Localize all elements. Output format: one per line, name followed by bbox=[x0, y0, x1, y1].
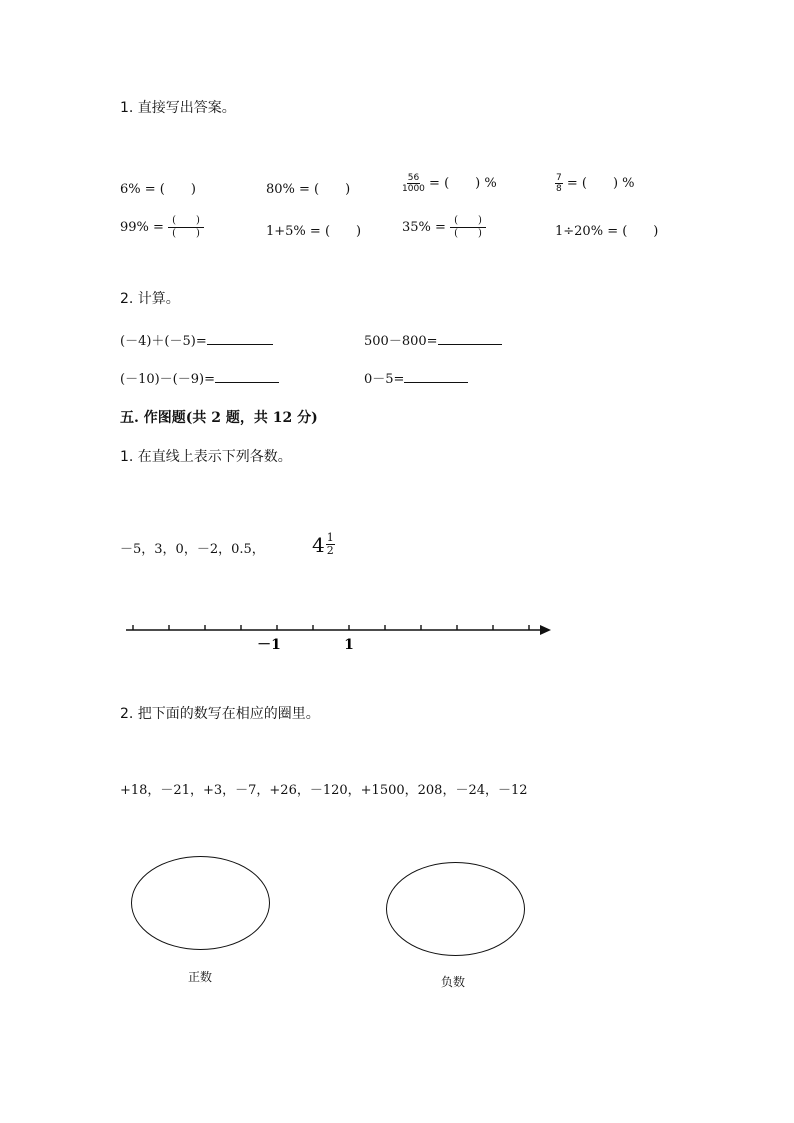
fraction-56-1000 bbox=[402, 173, 425, 194]
fraction-denominator: ( ) bbox=[454, 228, 482, 239]
q1-item-lhs: 99% = bbox=[120, 220, 164, 235]
section5-title: 五. 作图题(共 2 题，共 12 分) bbox=[120, 410, 318, 426]
calc-item-1 bbox=[120, 330, 273, 349]
fraction-7-8 bbox=[555, 173, 563, 194]
calc-item-3 bbox=[120, 368, 279, 387]
q1-item-1-div-20-percent: 1÷20% = ( ) bbox=[555, 224, 659, 239]
fraction-numerator: 1 bbox=[326, 531, 334, 544]
positive-numbers-label: 正数 bbox=[188, 970, 213, 984]
calc-item-4 bbox=[364, 368, 468, 387]
q1-item-lhs: 35% = bbox=[402, 220, 446, 235]
section5-q2-title: 2. 把下面的数写在相应的圈里。 bbox=[120, 706, 320, 722]
q1-item-rest: = ( ) % bbox=[429, 176, 497, 191]
fraction-denominator: 1000 bbox=[402, 184, 425, 194]
q1-item-99-percent bbox=[120, 215, 204, 240]
answer-line[interactable] bbox=[207, 343, 273, 345]
number-line[interactable] bbox=[120, 618, 560, 658]
answer-line[interactable] bbox=[404, 381, 468, 383]
q1-item-56-over-1000 bbox=[402, 172, 497, 194]
q1-item-rest: = ( ) % bbox=[566, 176, 635, 191]
q2-title: 2. 计算。 bbox=[120, 291, 180, 307]
q1-item-80-percent: 80% = ( ) bbox=[266, 182, 351, 197]
fraction-denominator: ( ) bbox=[172, 228, 200, 239]
blank-fraction bbox=[450, 215, 486, 240]
numbers-to-plot: －5，3，0，－2，0.5， bbox=[120, 542, 265, 557]
tick-label-1: 1 bbox=[344, 637, 354, 653]
number-line-arrow-icon bbox=[540, 625, 551, 635]
section5-q1-title: 1. 在直线上表示下列各数。 bbox=[120, 449, 292, 465]
calc-item-2 bbox=[364, 330, 502, 349]
q1-title: 1. 直接写出答案。 bbox=[120, 100, 236, 116]
answer-line[interactable] bbox=[215, 381, 279, 383]
q1-item-35-percent bbox=[402, 215, 486, 240]
positive-numbers-circle[interactable] bbox=[131, 856, 270, 950]
mixed-whole: 4 bbox=[312, 532, 325, 557]
mixed-fraction bbox=[326, 532, 335, 557]
fraction-numerator: 56 bbox=[407, 173, 420, 183]
fraction-numerator: 7 bbox=[556, 173, 562, 183]
negative-numbers-circle[interactable] bbox=[386, 862, 525, 956]
calc-expression: 0－5= bbox=[364, 372, 405, 387]
calc-expression: (－10)－(－9)= bbox=[120, 372, 215, 387]
q1-item-1-plus-5-percent: 1+5% = ( ) bbox=[266, 224, 362, 239]
calc-expression: 500－800= bbox=[364, 334, 438, 349]
fraction-denominator: 8 bbox=[556, 184, 562, 194]
fraction-numerator: ( ) bbox=[168, 215, 204, 228]
q1-item-6-percent: 6% = ( ) bbox=[120, 182, 196, 197]
tick-label-minus-1: －1 bbox=[257, 637, 281, 653]
q1-item-7-over-8 bbox=[555, 172, 635, 194]
numbers-to-classify: +18，－21，+3，－7，+26，－120，+1500，208，－24，－12 bbox=[120, 783, 528, 798]
calc-expression: (－4)＋(－5)= bbox=[120, 334, 207, 349]
blank-fraction bbox=[168, 215, 204, 240]
negative-numbers-label: 负数 bbox=[441, 975, 466, 989]
answer-line[interactable] bbox=[438, 343, 502, 345]
fraction-numerator: ( ) bbox=[450, 215, 486, 228]
fraction-denominator: 2 bbox=[326, 544, 334, 557]
mixed-number bbox=[312, 532, 335, 557]
